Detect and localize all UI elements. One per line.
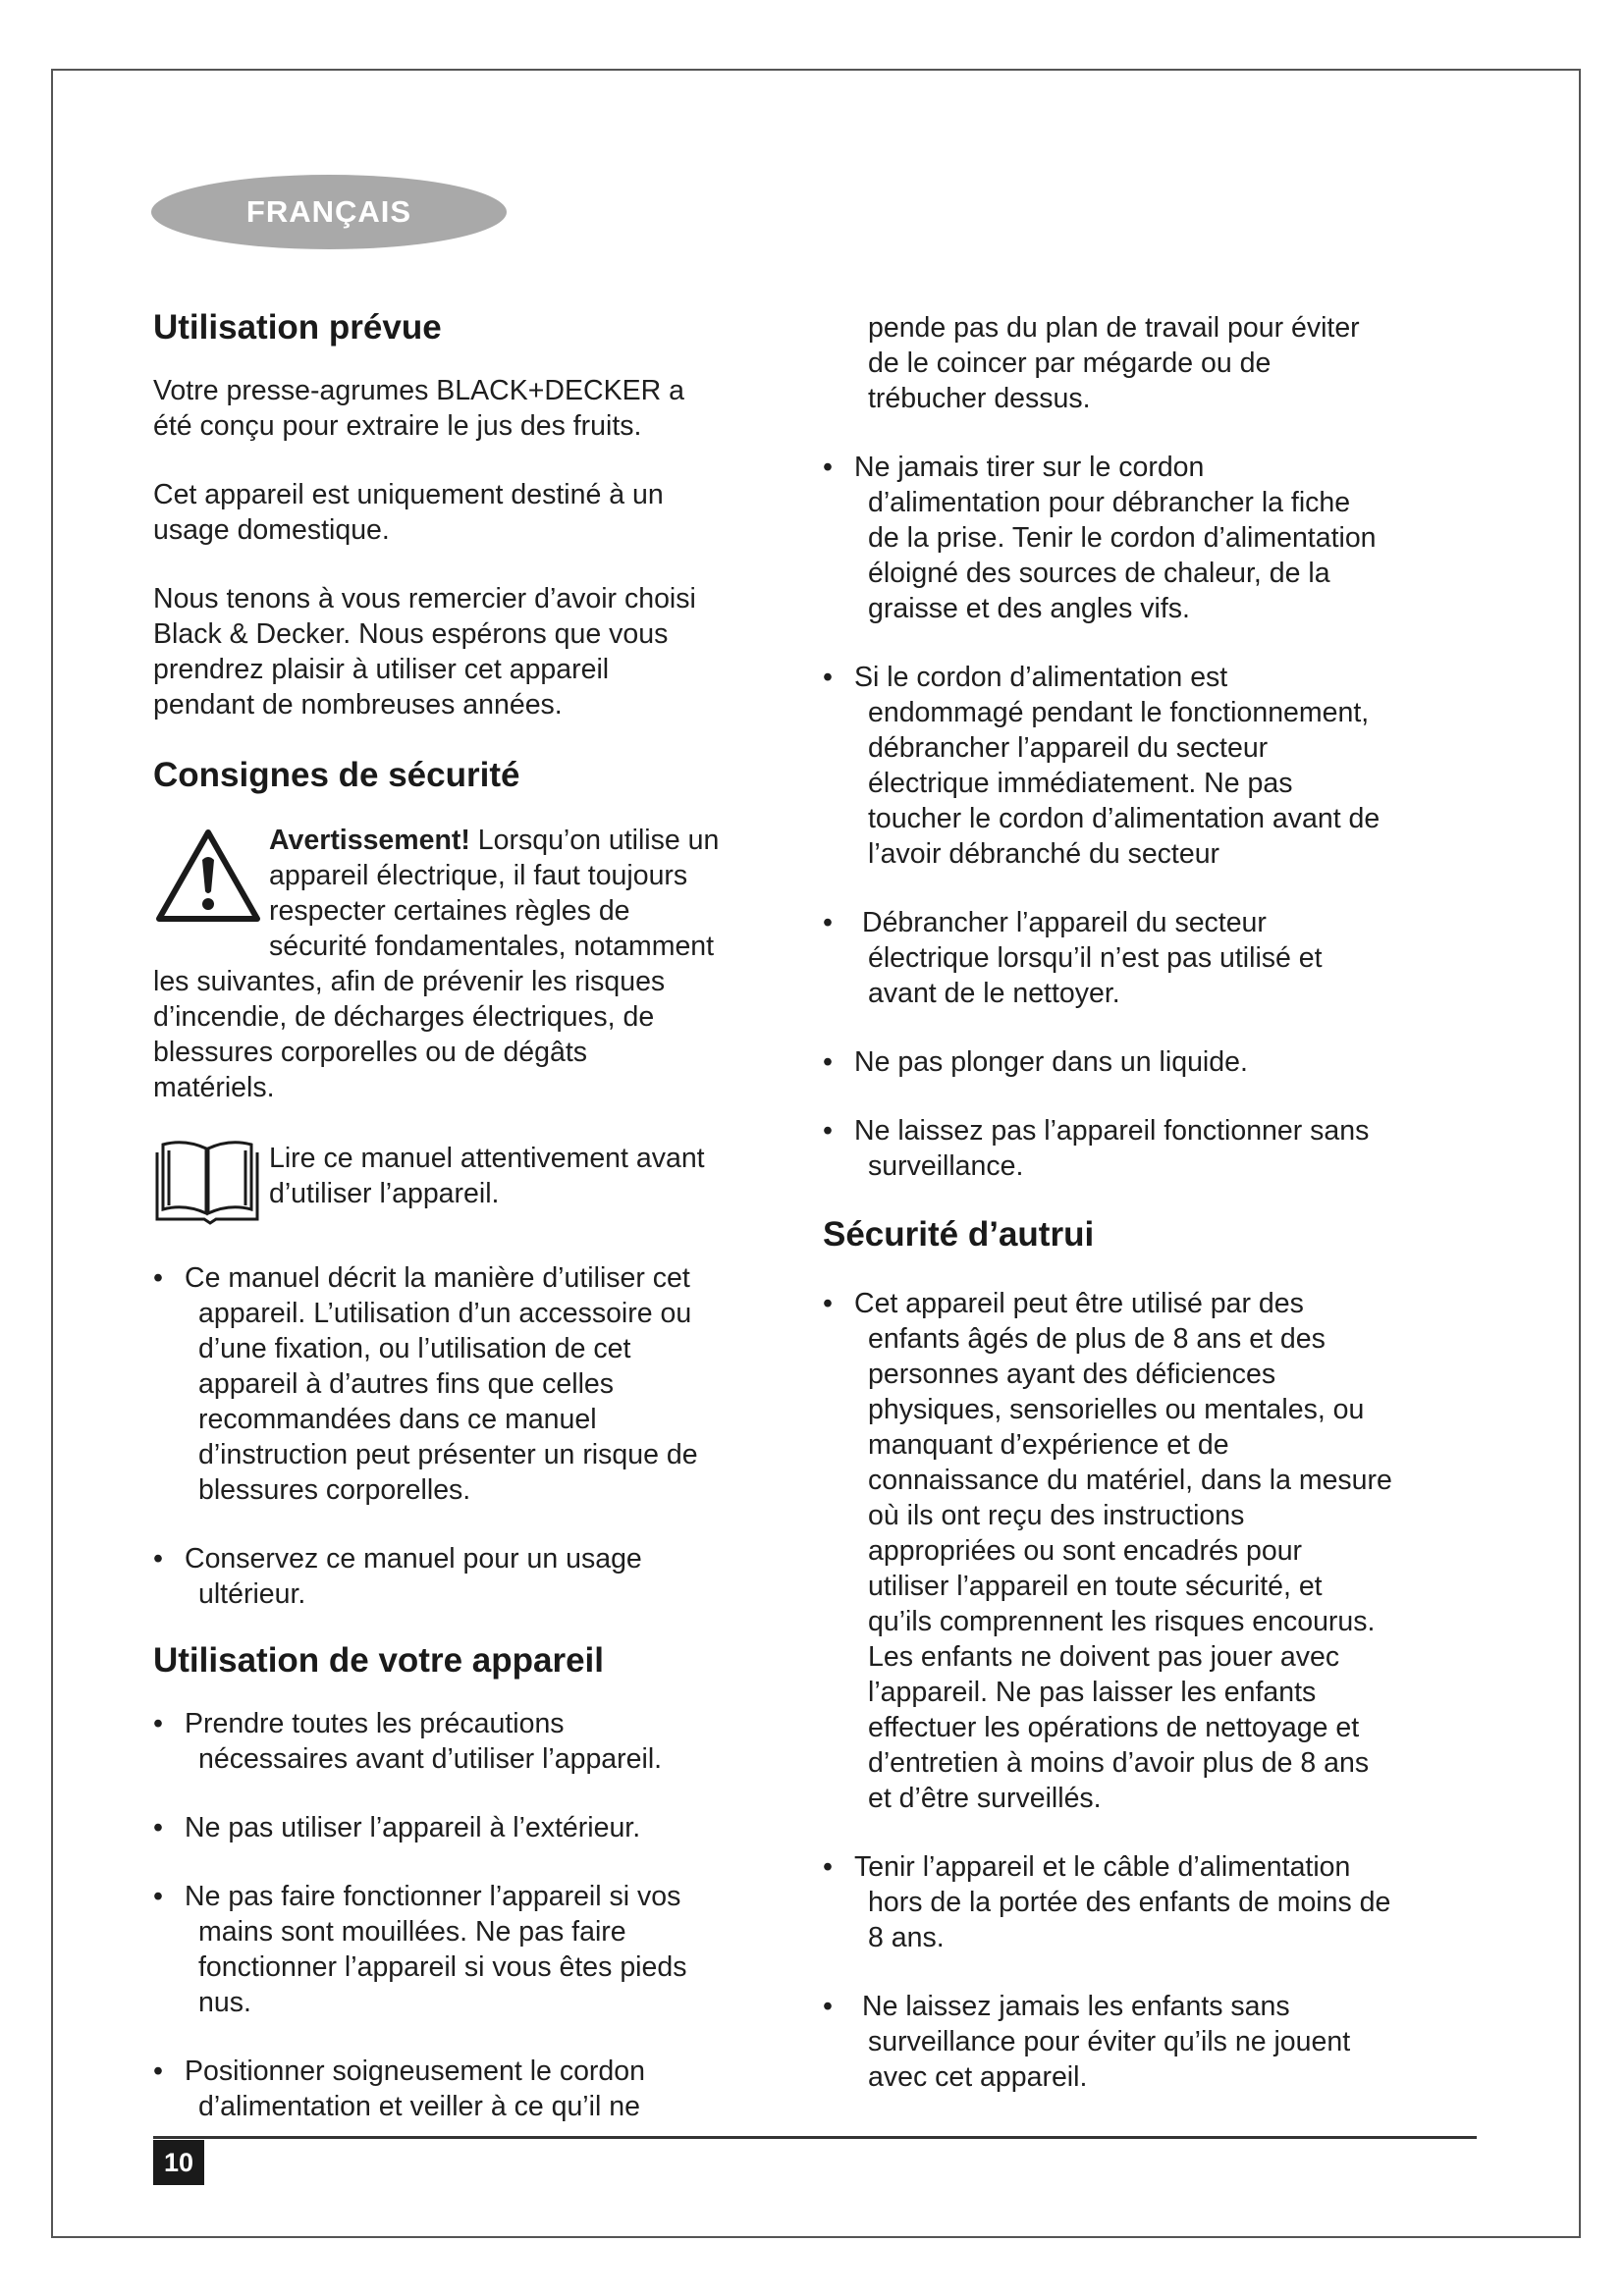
bullet-icon: • <box>153 1262 163 1294</box>
bullet-icon: • <box>823 907 833 938</box>
list-item: • Positionner soigneusement le cordon d’alimentation et veiller à ce qu’il ne <box>153 2056 645 2122</box>
bullet-icon: • <box>153 1812 163 1843</box>
bullet-icon: • <box>153 1708 163 1739</box>
warning-text: Avertissement! Lorsqu’on utilise un appareil électrique, il faut toujours respecter certaines règles de sécurité fondamentales, notamment <box>269 825 720 962</box>
heading-intended-use: Utilisation prévue <box>153 308 442 347</box>
warning-label: Avertissement! <box>269 825 470 856</box>
list-item: • Tenir l’appareil et le câble d’alimentation hors de la portée des enfants de moins de 8 ans. <box>823 1851 1391 1953</box>
left-column <box>153 306 801 2124</box>
bullet-icon: • <box>823 1288 833 1319</box>
bullet-icon: • <box>823 1046 833 1078</box>
paragraph: Nous tenons à vous remercier d’avoir choisi Black & Decker. Nous espérons que vous prendrez plaisir à utiliser cet appareil pendant de nombreuses années. <box>153 583 696 721</box>
bullet-icon: • <box>153 1881 163 1912</box>
bullet-icon: • <box>823 452 833 483</box>
manual-block <box>153 1135 801 1229</box>
list-item: • Cet appareil peut être utilisé par des enfants âgés de plus de 8 ans et des personnes ayant des déficiences physiques, sensorielles ou mentales, ou manquant d’expérience et de connaissance du matériel, dans la mesure où ils ont reçu des instructions appropriées ou sont encadrés pour utiliser l’appareil en toute sécurité, et qu’ils comprennent les risques encourus. Les enfants ne doivent pas jouer avec l’appareil. Ne pas laisser les enfants effectuer les opérations de nettoyage et d’entretien à moins d’avoir plus de 8 ans et d’être surveillés. <box>823 1288 1392 1814</box>
bullet-icon: • <box>823 662 833 693</box>
intended-use-paragraphs <box>153 373 801 722</box>
paragraph: Cet appareil est uniquement destiné à un usage domestique. <box>153 479 664 546</box>
continued-text: pende pas du plan de travail pour éviter de le coincer par mégarde ou de trébucher dessus. <box>868 312 1360 414</box>
list-item: • Conservez ce manuel pour un usage ultérieur. <box>153 1543 642 1610</box>
bullet-icon: • <box>823 1115 833 1147</box>
right-column <box>823 310 1490 2095</box>
list-item: • Ne pas faire fonctionner l’appareil si vos mains sont mouillées. Ne pas faire fonctionner l’appareil si vous êtes pieds nus. <box>153 1881 687 2018</box>
bullet-icon: • <box>153 2056 163 2087</box>
paragraph: Votre presse-agrumes BLACK+DECKER a été conçu pour extraire le jus des fruits. <box>153 375 684 442</box>
list-item: • Si le cordon d’alimentation est endommagé pendant le fonctionnement, débrancher l’appareil du secteur électrique immédiatement. Ne pas toucher le cordon d’alimentation avant de l’avoir débranché du secteur <box>823 662 1380 870</box>
warning-triangle-icon <box>153 827 263 927</box>
warning-block <box>153 823 801 1105</box>
list-item: • Débrancher l’appareil du secteur électrique lorsqu’il n’est pas utilisé et avant de le nettoyer. <box>823 907 1323 1009</box>
manual-text: Lire ce manuel attentivement avant d’utiliser l’appareil. <box>269 1143 705 1209</box>
bullet-icon: • <box>153 1543 163 1575</box>
list-item: • Prendre toutes les précautions nécessaires avant d’utiliser l’appareil. <box>153 1708 663 1775</box>
heading-use: Utilisation de votre appareil <box>153 1641 604 1680</box>
list-item: • Ne pas plonger dans un liquide. <box>823 1046 1248 1078</box>
footer-rule <box>153 2136 1477 2139</box>
bullet-icon: • <box>823 1991 833 2022</box>
heading-safety: Consignes de sécurité <box>153 756 520 794</box>
list-item: • Ne jamais tirer sur le cordon d’alimentation pour débrancher la fiche de la prise. Tenir le cordon d’alimentation éloigné des sources de chaleur, de la graisse et des angles vifs. <box>823 452 1377 624</box>
list-item: • Ce manuel décrit la manière d’utiliser cet appareil. L’utilisation d’un accessoire ou d’une fixation, ou l’utilisation de cet appareil à d’autres fins que celles recommandées dans ce manuel d’instruction peut présenter un risque de blessures corporelles. <box>153 1262 698 1506</box>
open-book-icon <box>153 1135 261 1225</box>
warning-text-continued: les suivantes, afin de prévenir les risques d’incendie, de décharges électriques, de blessures corporelles ou de dégâts matériels. <box>153 966 666 1103</box>
list-item: • Ne pas utiliser l’appareil à l’extérieur. <box>153 1812 641 1843</box>
bullet-icon: • <box>823 1851 833 1883</box>
page-number: 10 <box>153 2140 204 2185</box>
list-item: • Ne laissez pas l’appareil fonctionner sans surveillance. <box>823 1115 1370 1182</box>
list-item: • Ne laissez jamais les enfants sans surveillance pour éviter qu’ils ne jouent avec cet appareil. <box>823 1991 1351 2093</box>
heading-others-safety: Sécurité d’autrui <box>823 1215 1095 1254</box>
language-badge: FRANÇAIS <box>151 175 507 249</box>
